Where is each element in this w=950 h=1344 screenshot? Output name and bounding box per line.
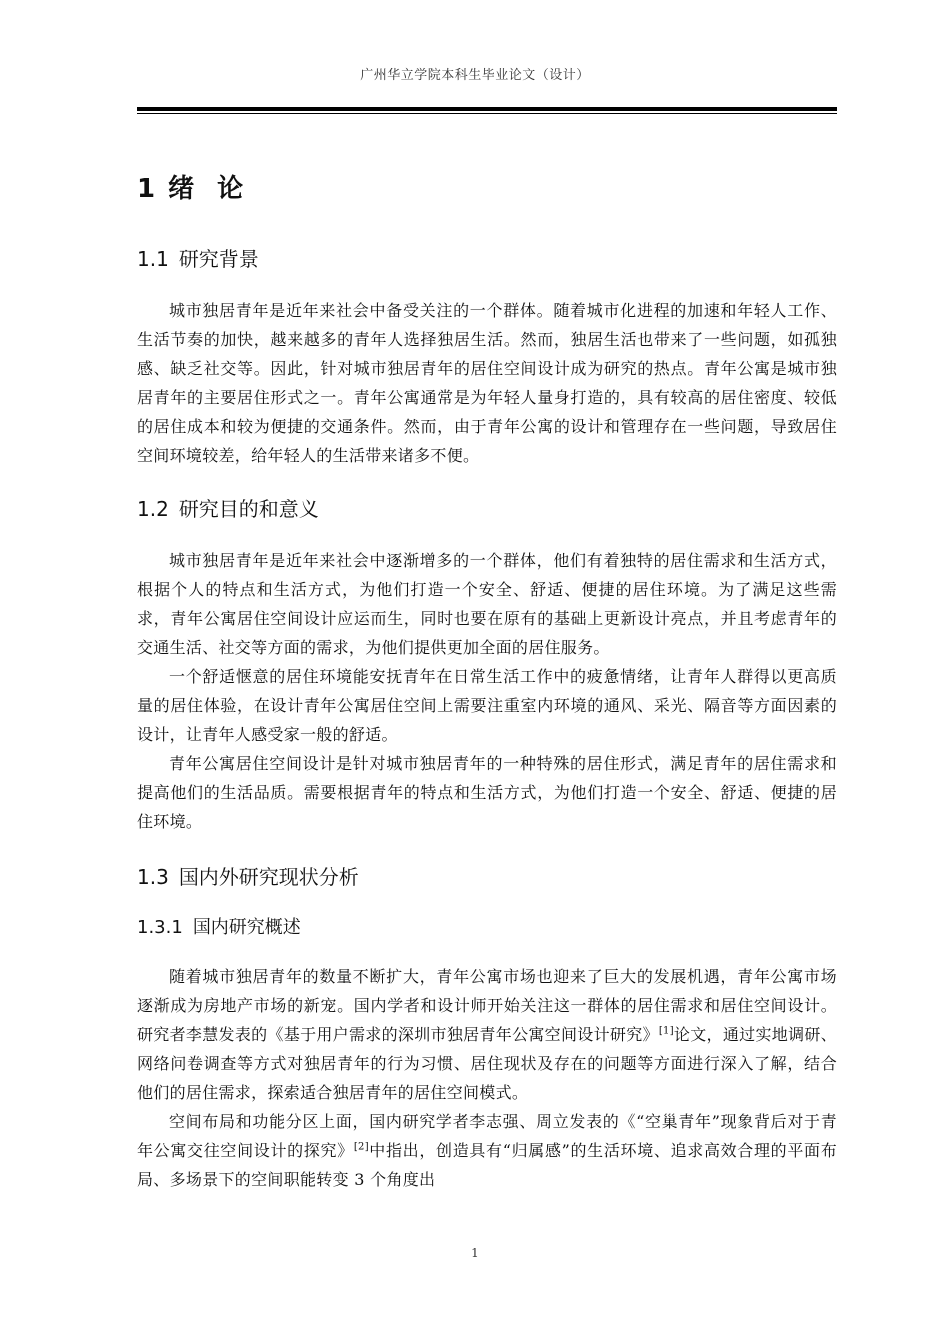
section-title: 国内外研究现状分析 [178,865,359,889]
paragraph: 青年公寓居住空间设计是针对城市独居青年的一种特殊的居住形式，满足青年的居住需求和提高他们的生活品质。需要根据青年的特点和生活方式，为他们打造一个安全、舒适、便捷的居住环境。 [137,754,837,831]
chapter-title-part1: 绪 [168,174,196,204]
paragraph-text: 论文，通过实地调研、网络问卷调查等方式对独居青年的行为习惯、居住现状及存在的问题等方面进行深入了解，结合他们的居住需求，探索适合独居青年的居住空间模式。 [137,1025,837,1102]
paragraph-text: 随着城市独居青年的数量不断扩大，青年公寓市场也迎来了巨大的发展机遇，青年公寓市场逐渐成为房地产市场的新宠。国内学者和设计师开始关注这一群体的居住需求和居住空间设计。研究者李慧发表的《基于用户需求的深圳市独居青年公寓空间设计研究》 [137,967,837,1044]
citation-ref: [1] [658,1025,674,1037]
running-header: 广州华立学院本科生毕业论文（设计） [360,68,590,83]
section-number: 1.3 [137,865,169,889]
paragraph: 城市独居青年是近年来社会中逐渐增多的一个群体，他们有着独特的居住需求和生活方式，根据个人的特点和生活方式，为他们打造一个安全、舒适、便捷的居住环境。为了满足这些需求，青年公寓居住空间设计应运而生，同时也要在原有的基础上更新设计亮点，并且考虑青年的交通生活、社交等方面的需求，为他们提供更加全面的居住服务。 [137,551,837,657]
paragraph: 城市独居青年是近年来社会中备受关注的一个群体。随着城市化进程的加速和年轻人工作、生活节奏的加快，越来越多的青年人选择独居生活。然而，独居生活也带来了一些问题，如孤独感、缺乏社交等。因此，针对城市独居青年的居住空间设计成为研究的热点。青年公寓是城市独居青年的主要居住形式之一。青年公寓通常是为年轻人量身打造的，具有较高的居住密度、较低的居住成本和较为便捷的交通条件。然而，由于青年公寓的设计和管理存在一些问题，导致居住空间环境较差，给年轻人的生活带来诸多不便。 [137,301,837,465]
section-title: 研究背景 [178,247,259,271]
chapter-title-part2: 论 [217,174,245,204]
subsection-number: 1.3.1 [137,917,183,938]
subsection-heading-1-3-1 [137,914,837,942]
section-number: 1.1 [137,247,169,271]
section-heading-1-2 [137,494,837,524]
header-rule-thin [137,113,837,114]
chapter-heading [137,170,837,208]
section-heading-1-3 [137,862,837,892]
header-rule-thick [137,107,837,111]
citation-ref: [2] [353,1141,369,1153]
section-number: 1.2 [137,497,169,521]
section-title: 研究目的和意义 [178,497,319,521]
paragraph [137,1107,837,1194]
paragraph-text: 中指出，创造具有“归属感”的生活环境、追求高效合理的平面布局、多场景下的空间职能转变 3 个角度出 [137,1141,837,1189]
section-heading-1-1 [137,244,837,274]
page-body [137,170,837,1194]
paragraph: 一个舒适惬意的居住环境能安抚青年在日常生活工作中的疲惫情绪，让青年人群得以更高质量的居住体验，在设计青年公寓居住空间上需要注重室内环境的通风、采光、隔音等方面因素的设计，让青年人感受家一般的舒适。 [137,667,837,744]
chapter-number: 1 [137,174,157,204]
subsection-title: 国内研究概述 [192,917,301,938]
page-number: 1 [471,1246,479,1260]
paragraph [137,962,837,1107]
paragraph-text: 空间布局和功能分区上面，国内研究学者李志强、周立发表的《“空巢青年”现象背后对于青年公寓交往空间设计的探究》 [137,1112,837,1160]
